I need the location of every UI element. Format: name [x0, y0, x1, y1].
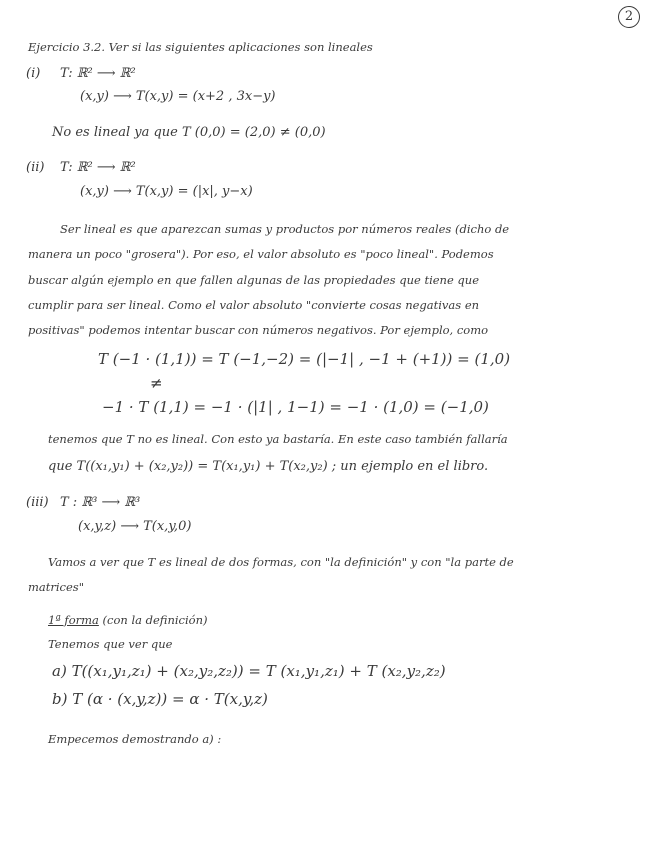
form-heading	[48, 613, 208, 627]
need-to-see-text: Tenemos que ver que	[48, 637, 173, 651]
part-ii-paragraph-line: positivas" podemos intentar buscar con números negativos. Por ejemplo, como	[28, 323, 489, 337]
part-i-conclusion: No es lineal ya que T (0,0) = (2,0) ≠ (0,0)	[52, 125, 326, 140]
part-iii-intro-line: matrices"	[28, 580, 84, 594]
part-iii-intro-line: Vamos a ver que T es lineal de dos formas, con "la definición" y con "la parte de	[48, 555, 514, 569]
part-ii-closing-line: que T((x₁,y₁) + (x₂,y₂)) = T(x₁,y₁) + T(x₂,y₂) ; un ejemplo en el libro.	[48, 459, 489, 474]
counterexample-line-2: −1 · T (1,1) = −1 · (|1| , 1−1) = −1 · (1,0) = (−1,0)	[102, 398, 489, 416]
not-equal-sign: ≠	[150, 374, 163, 392]
part-ii-rule: (x,y) ⟶ T(x,y) = (|x|, y−x)	[80, 184, 253, 199]
part-ii-map: T: ℝ² ⟶ ℝ²	[60, 160, 136, 175]
part-i-rule: (x,y) ⟶ T(x,y) = (x+2 , 3x−y)	[80, 89, 276, 104]
part-ii-paragraph-line: buscar algún ejemplo en que fallen algunas de las propiedades que tiene que	[28, 273, 479, 287]
part-i-label: (i)	[26, 66, 41, 81]
form-heading-sub: (con la definición)	[102, 613, 208, 627]
part-i-map: T: ℝ² ⟶ ℝ²	[60, 66, 136, 81]
part-ii-paragraph-line: cumplir para ser lineal. Como el valor absoluto "convierte cosas negativas en	[28, 298, 480, 312]
condition-a: a) T((x₁,y₁,z₁) + (x₂,y₂,z₂)) = T (x₁,y₁,z₁) + T (x₂,y₂,z₂)	[52, 662, 446, 680]
form-heading-title: 1ª forma	[48, 613, 99, 627]
condition-b: b) T (α · (x,y,z)) = α · T(x,y,z)	[52, 690, 268, 708]
page-number: 2	[618, 6, 640, 28]
start-proof-text: Empecemos demostrando a) :	[48, 732, 222, 746]
part-iii-map: T : ℝ³ ⟶ ℝ³	[60, 495, 141, 510]
part-iii-rule: (x,y,z) ⟶ T(x,y,0)	[78, 519, 192, 534]
part-iii-label: (iii)	[26, 495, 49, 510]
part-ii-closing-line: tenemos que T no es lineal. Con esto ya bastaría. En este caso también fallaría	[48, 432, 508, 446]
counterexample-line-1: T (−1 · (1,1)) = T (−1,−2) = (|−1| , −1 + (+1)) = (1,0)	[98, 350, 511, 368]
part-ii-label: (ii)	[26, 160, 45, 175]
exercise-title: Ejercicio 3.2. Ver si las siguientes aplicaciones son lineales	[28, 40, 373, 54]
part-ii-paragraph-line: manera un poco "grosera"). Por eso, el valor absoluto es "poco lineal". Podemos	[28, 247, 494, 261]
part-ii-paragraph-line: Ser lineal es que aparezcan sumas y productos por números reales (dicho de	[60, 222, 510, 236]
